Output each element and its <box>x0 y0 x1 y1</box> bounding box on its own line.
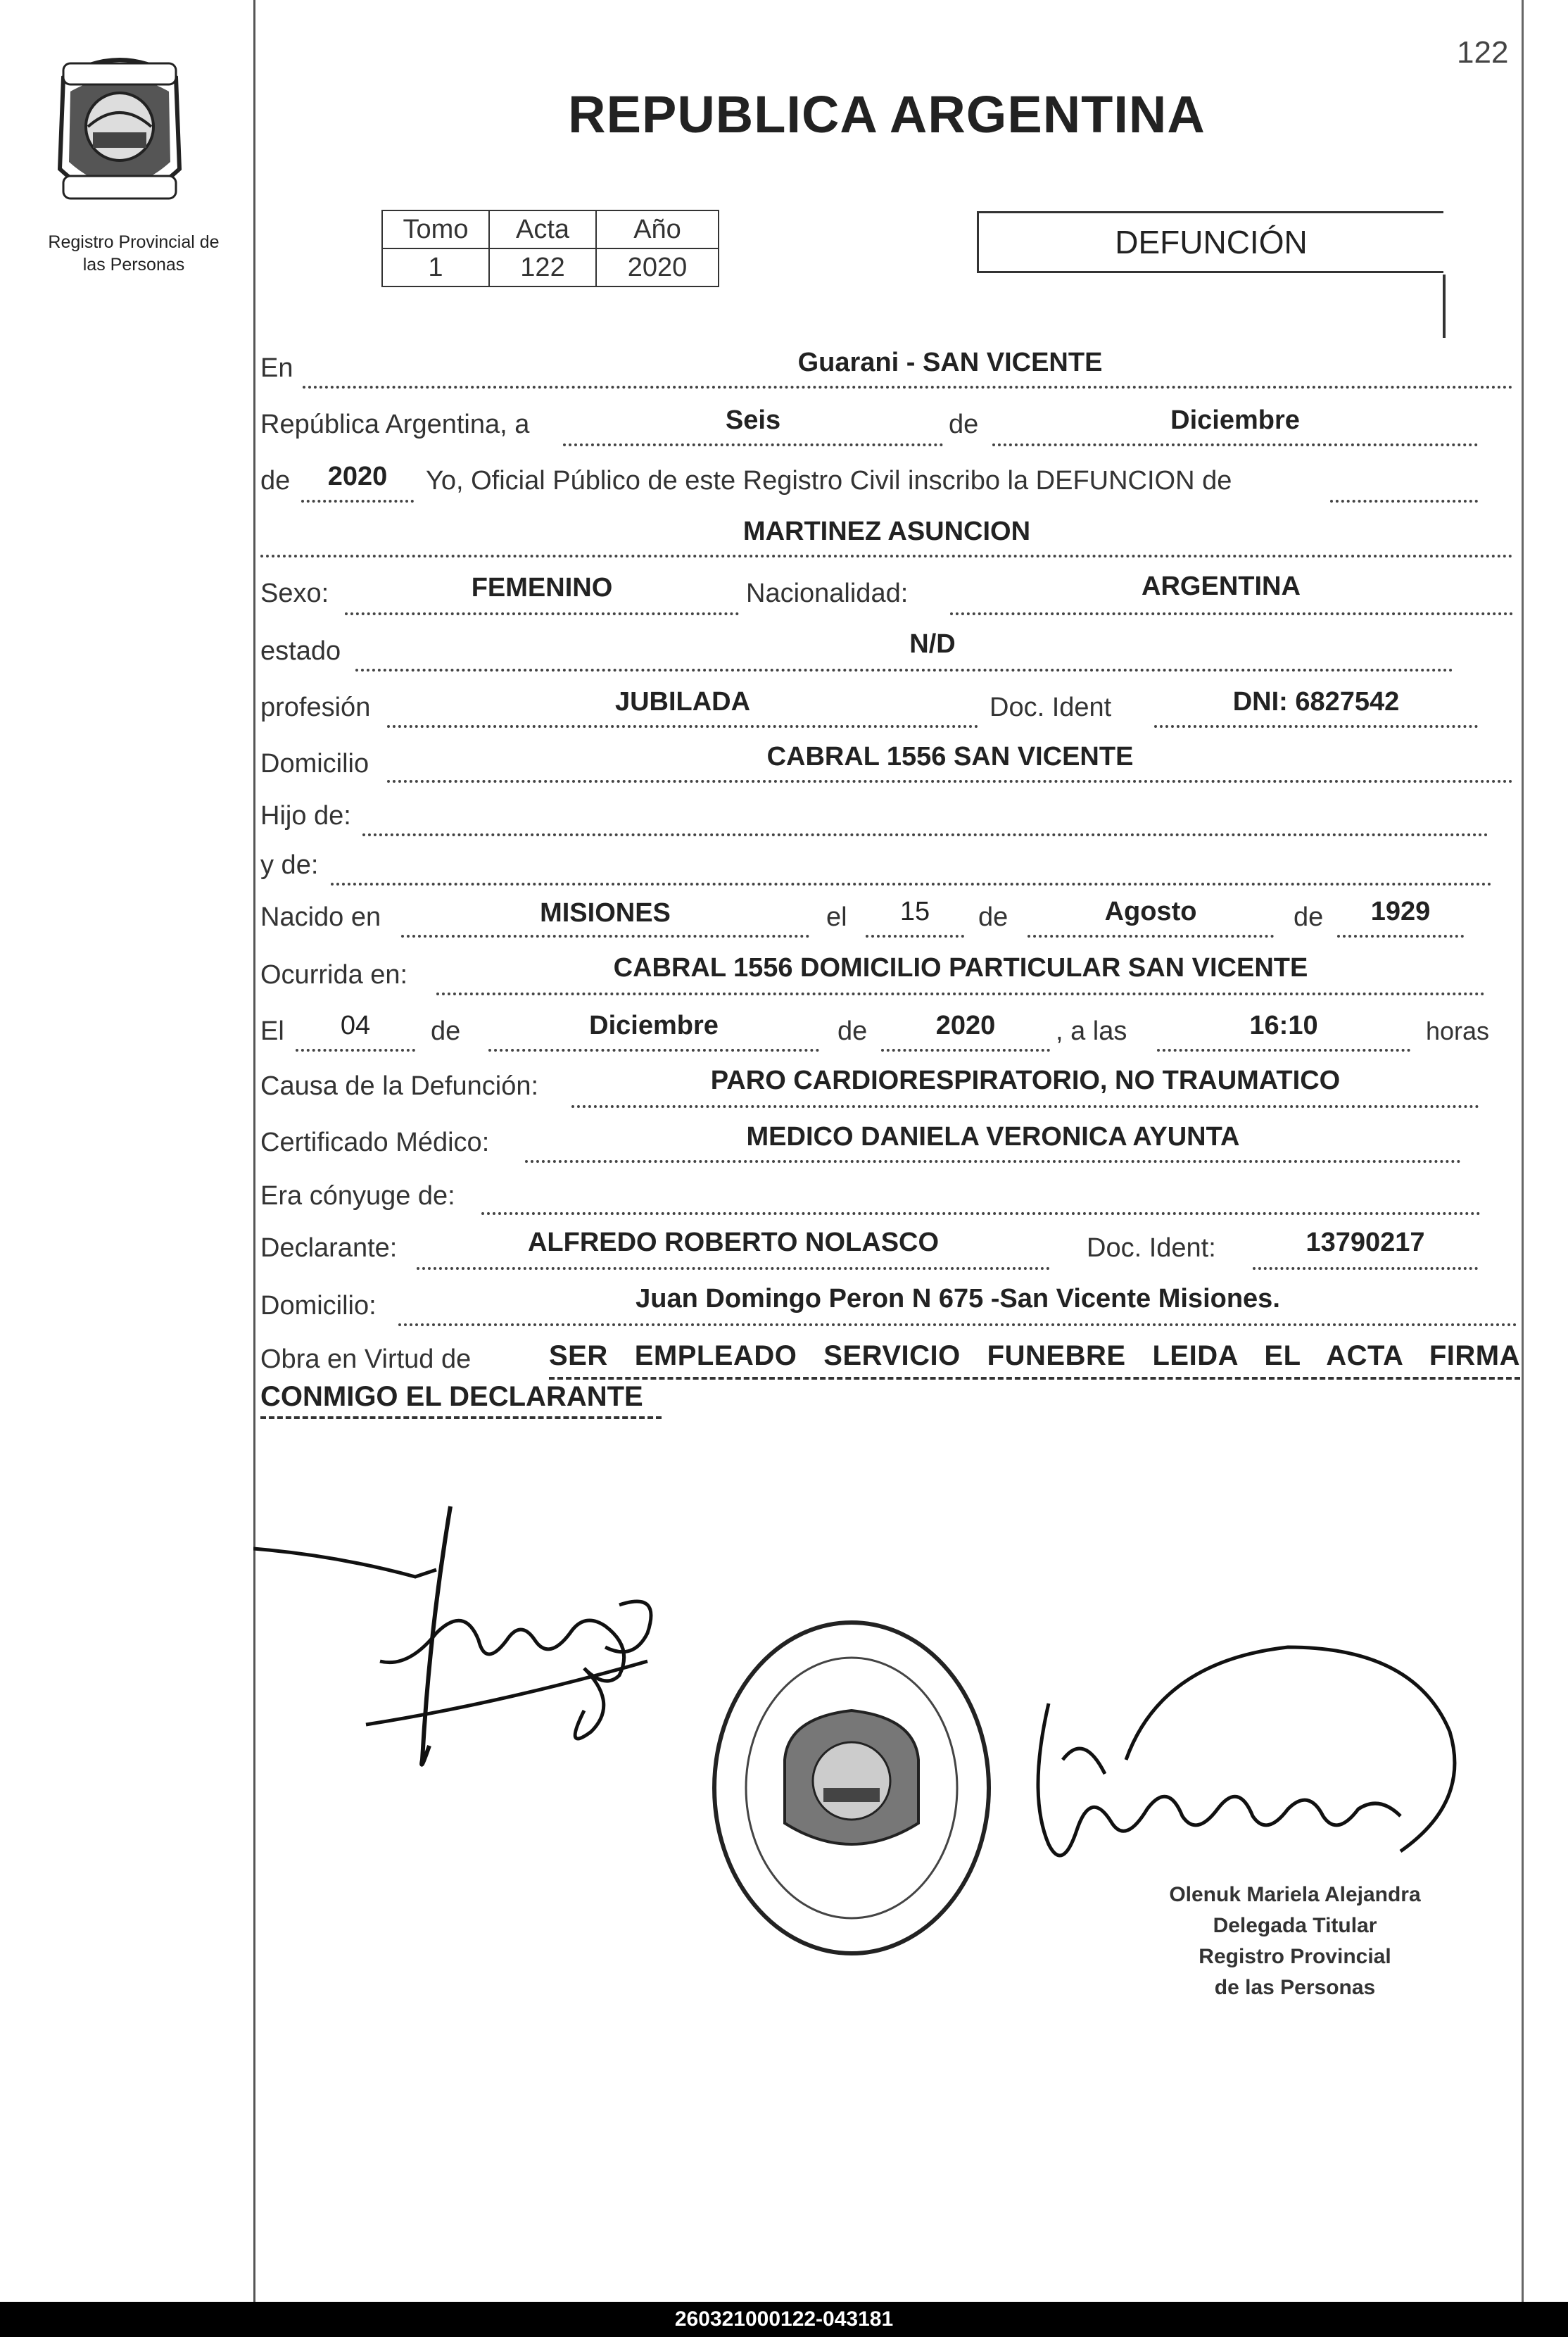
label-de-3: de <box>978 902 1009 932</box>
label-a-las: , a las <box>1056 1016 1127 1046</box>
value-def-dia: 04 <box>340 1011 371 1040</box>
label-nacionalidad: Nacionalidad: <box>746 579 909 608</box>
value-tomo: 1 <box>382 248 489 286</box>
label-el: el <box>826 902 847 932</box>
registry-line-1: Registro Provincial de <box>48 232 220 252</box>
value-obra-line2: CONMIGO EL DECLARANTE <box>260 1381 643 1412</box>
value-def-mes: Diciembre <box>589 1011 719 1040</box>
value-profesion: JUBILADA <box>614 687 751 717</box>
dotted-line <box>345 612 739 615</box>
value-declarante-domicilio: Juan Domingo Peron N 675 -San Vicente Misiones. <box>636 1284 1280 1314</box>
page-number: 122 <box>1457 35 1509 70</box>
value-sexo: FEMENINO <box>471 573 613 603</box>
obra-underline-1 <box>549 1377 1520 1380</box>
dotted-line <box>1337 935 1464 938</box>
label-horas: horas <box>1426 1016 1490 1045</box>
registry-line-2: las Personas <box>82 255 185 275</box>
label-nacido-en: Nacido en <box>260 902 381 932</box>
label-yo-oficial: Yo, Oficial Público de este Registro Civil inscribo la DEFUNCION de <box>426 466 1232 496</box>
value-nacido-anio: 1929 <box>1370 897 1431 926</box>
dotted-line <box>950 612 1513 615</box>
official-name: Olenuk Mariela Alejandra <box>1169 1883 1421 1906</box>
label-doc-ident-2: Doc. Ident: <box>1087 1233 1216 1263</box>
value-def-hora: 16:10 <box>1249 1011 1318 1040</box>
official-role: Delegada Titular <box>1213 1914 1377 1937</box>
right-mark <box>1443 275 1446 338</box>
footer-code: 260321000122-043181 <box>0 2302 1568 2337</box>
dotted-line <box>881 1049 1050 1052</box>
right-margin-line <box>1522 0 1524 2302</box>
label-hijo-de: Hijo de: <box>260 801 351 831</box>
dotted-line <box>488 1049 819 1052</box>
value-causa: PARO CARDIORESPIRATORIO, NO TRAUMATICO <box>710 1066 1341 1095</box>
value-nacido-en: MISIONES <box>540 898 671 928</box>
dotted-line <box>1157 1049 1410 1052</box>
value-lugar: Guarani - SAN VICENTE <box>797 348 1103 377</box>
label-republica: República Argentina, a <box>260 410 530 439</box>
dotted-line <box>1330 500 1478 503</box>
label-declarante: Declarante: <box>260 1233 398 1263</box>
value-def-anio: 2020 <box>935 1011 996 1040</box>
dotted-line <box>301 500 414 503</box>
value-acta: 122 <box>489 248 596 286</box>
dotted-line <box>398 1323 1517 1326</box>
dotted-line <box>1253 1267 1478 1270</box>
misiones-coat-of-arms-icon <box>49 49 190 211</box>
dotted-line <box>1028 935 1274 938</box>
label-certificado: Certificado Médico: <box>260 1128 490 1157</box>
official-office-2: de las Personas <box>1214 1976 1376 1999</box>
dotted-line <box>303 386 1513 389</box>
value-nacido-dia: 15 <box>899 897 930 926</box>
label-causa: Causa de la Defunción: <box>260 1071 539 1101</box>
registry-name <box>14 231 253 276</box>
registry-seal <box>704 1612 999 1964</box>
dotted-line <box>355 669 1453 672</box>
record-type: DEFUNCIÓN <box>977 211 1443 273</box>
value-declarante-doc: 13790217 <box>1305 1228 1425 1257</box>
label-doc-ident: Doc. Ident <box>990 693 1112 722</box>
value-documento: DNI: 6827542 <box>1232 687 1400 717</box>
value-dia: Seis <box>725 405 781 435</box>
value-estado: N/D <box>909 629 956 659</box>
declarant-signature <box>253 1492 676 1788</box>
header-anio: Año <box>596 210 719 248</box>
dotted-line <box>481 1212 1481 1215</box>
value-certificado: MEDICO DANIELA VERONICA AYUNTA <box>746 1122 1240 1152</box>
label-estado: estado <box>260 636 341 666</box>
value-nombre: MARTINEZ ASUNCION <box>742 517 1031 546</box>
dotted-line <box>436 993 1485 995</box>
value-ocurrida-en: CABRAL 1556 DOMICILIO PARTICULAR SAN VICENTE <box>613 953 1308 983</box>
dotted-line <box>525 1160 1461 1163</box>
label-y-de: y de: <box>260 850 319 880</box>
dotted-line <box>331 883 1492 886</box>
official-block <box>1119 1879 1471 2003</box>
header-tomo: Tomo <box>382 210 489 248</box>
label-de-2: de <box>260 466 291 496</box>
dotted-line <box>401 935 809 938</box>
value-domicilio: CABRAL 1556 SAN VICENTE <box>766 742 1134 771</box>
label-en: En <box>260 353 293 383</box>
official-signature <box>1020 1619 1471 1901</box>
value-declarante: ALFREDO ROBERTO NOLASCO <box>527 1228 940 1257</box>
dotted-line <box>387 725 978 728</box>
dotted-line <box>992 443 1478 446</box>
dotted-line <box>417 1267 1050 1270</box>
value-nacionalidad: ARGENTINA <box>1142 572 1301 601</box>
obra-underline-2 <box>260 1416 662 1419</box>
header-acta: Acta <box>489 210 596 248</box>
label-de-6: de <box>837 1016 868 1046</box>
value-obra-line1: SER EMPLEADO SERVICIO FUNEBRE LEIDA EL ACTA FIRMA <box>549 1340 1520 1371</box>
label-conyuge: Era cónyuge de: <box>260 1181 455 1211</box>
dotted-line <box>362 833 1488 836</box>
label-obra: Obra en Virtud de <box>260 1344 472 1374</box>
label-profesion: profesión <box>260 693 371 722</box>
left-margin-line <box>253 0 255 2302</box>
dotted-line <box>296 1049 415 1052</box>
value-mes: Diciembre <box>1170 405 1300 435</box>
dotted-line <box>1154 725 1478 728</box>
label-de-5: de <box>431 1016 461 1046</box>
value-anio: 2020 <box>596 248 719 286</box>
label-de: de <box>949 410 979 439</box>
dotted-line <box>260 555 1513 558</box>
label-el-cap: El <box>260 1016 284 1046</box>
dotted-line <box>563 443 943 446</box>
label-ocurrida-en: Ocurrida en: <box>260 960 408 990</box>
dotted-line <box>571 1105 1479 1108</box>
label-domicilio: Domicilio <box>260 749 369 779</box>
record-table <box>381 210 719 287</box>
page-title: REPUBLICA ARGENTINA <box>568 85 1206 144</box>
label-de-4: de <box>1294 902 1324 932</box>
dotted-line <box>387 780 1513 783</box>
official-office-1: Registro Provincial <box>1199 1945 1391 1968</box>
dotted-line <box>866 935 964 938</box>
value-nacido-mes: Agosto <box>1104 897 1197 926</box>
label-domicilio-2: Domicilio: <box>260 1291 377 1321</box>
value-anio: 2020 <box>327 462 388 491</box>
label-sexo: Sexo: <box>260 579 329 608</box>
